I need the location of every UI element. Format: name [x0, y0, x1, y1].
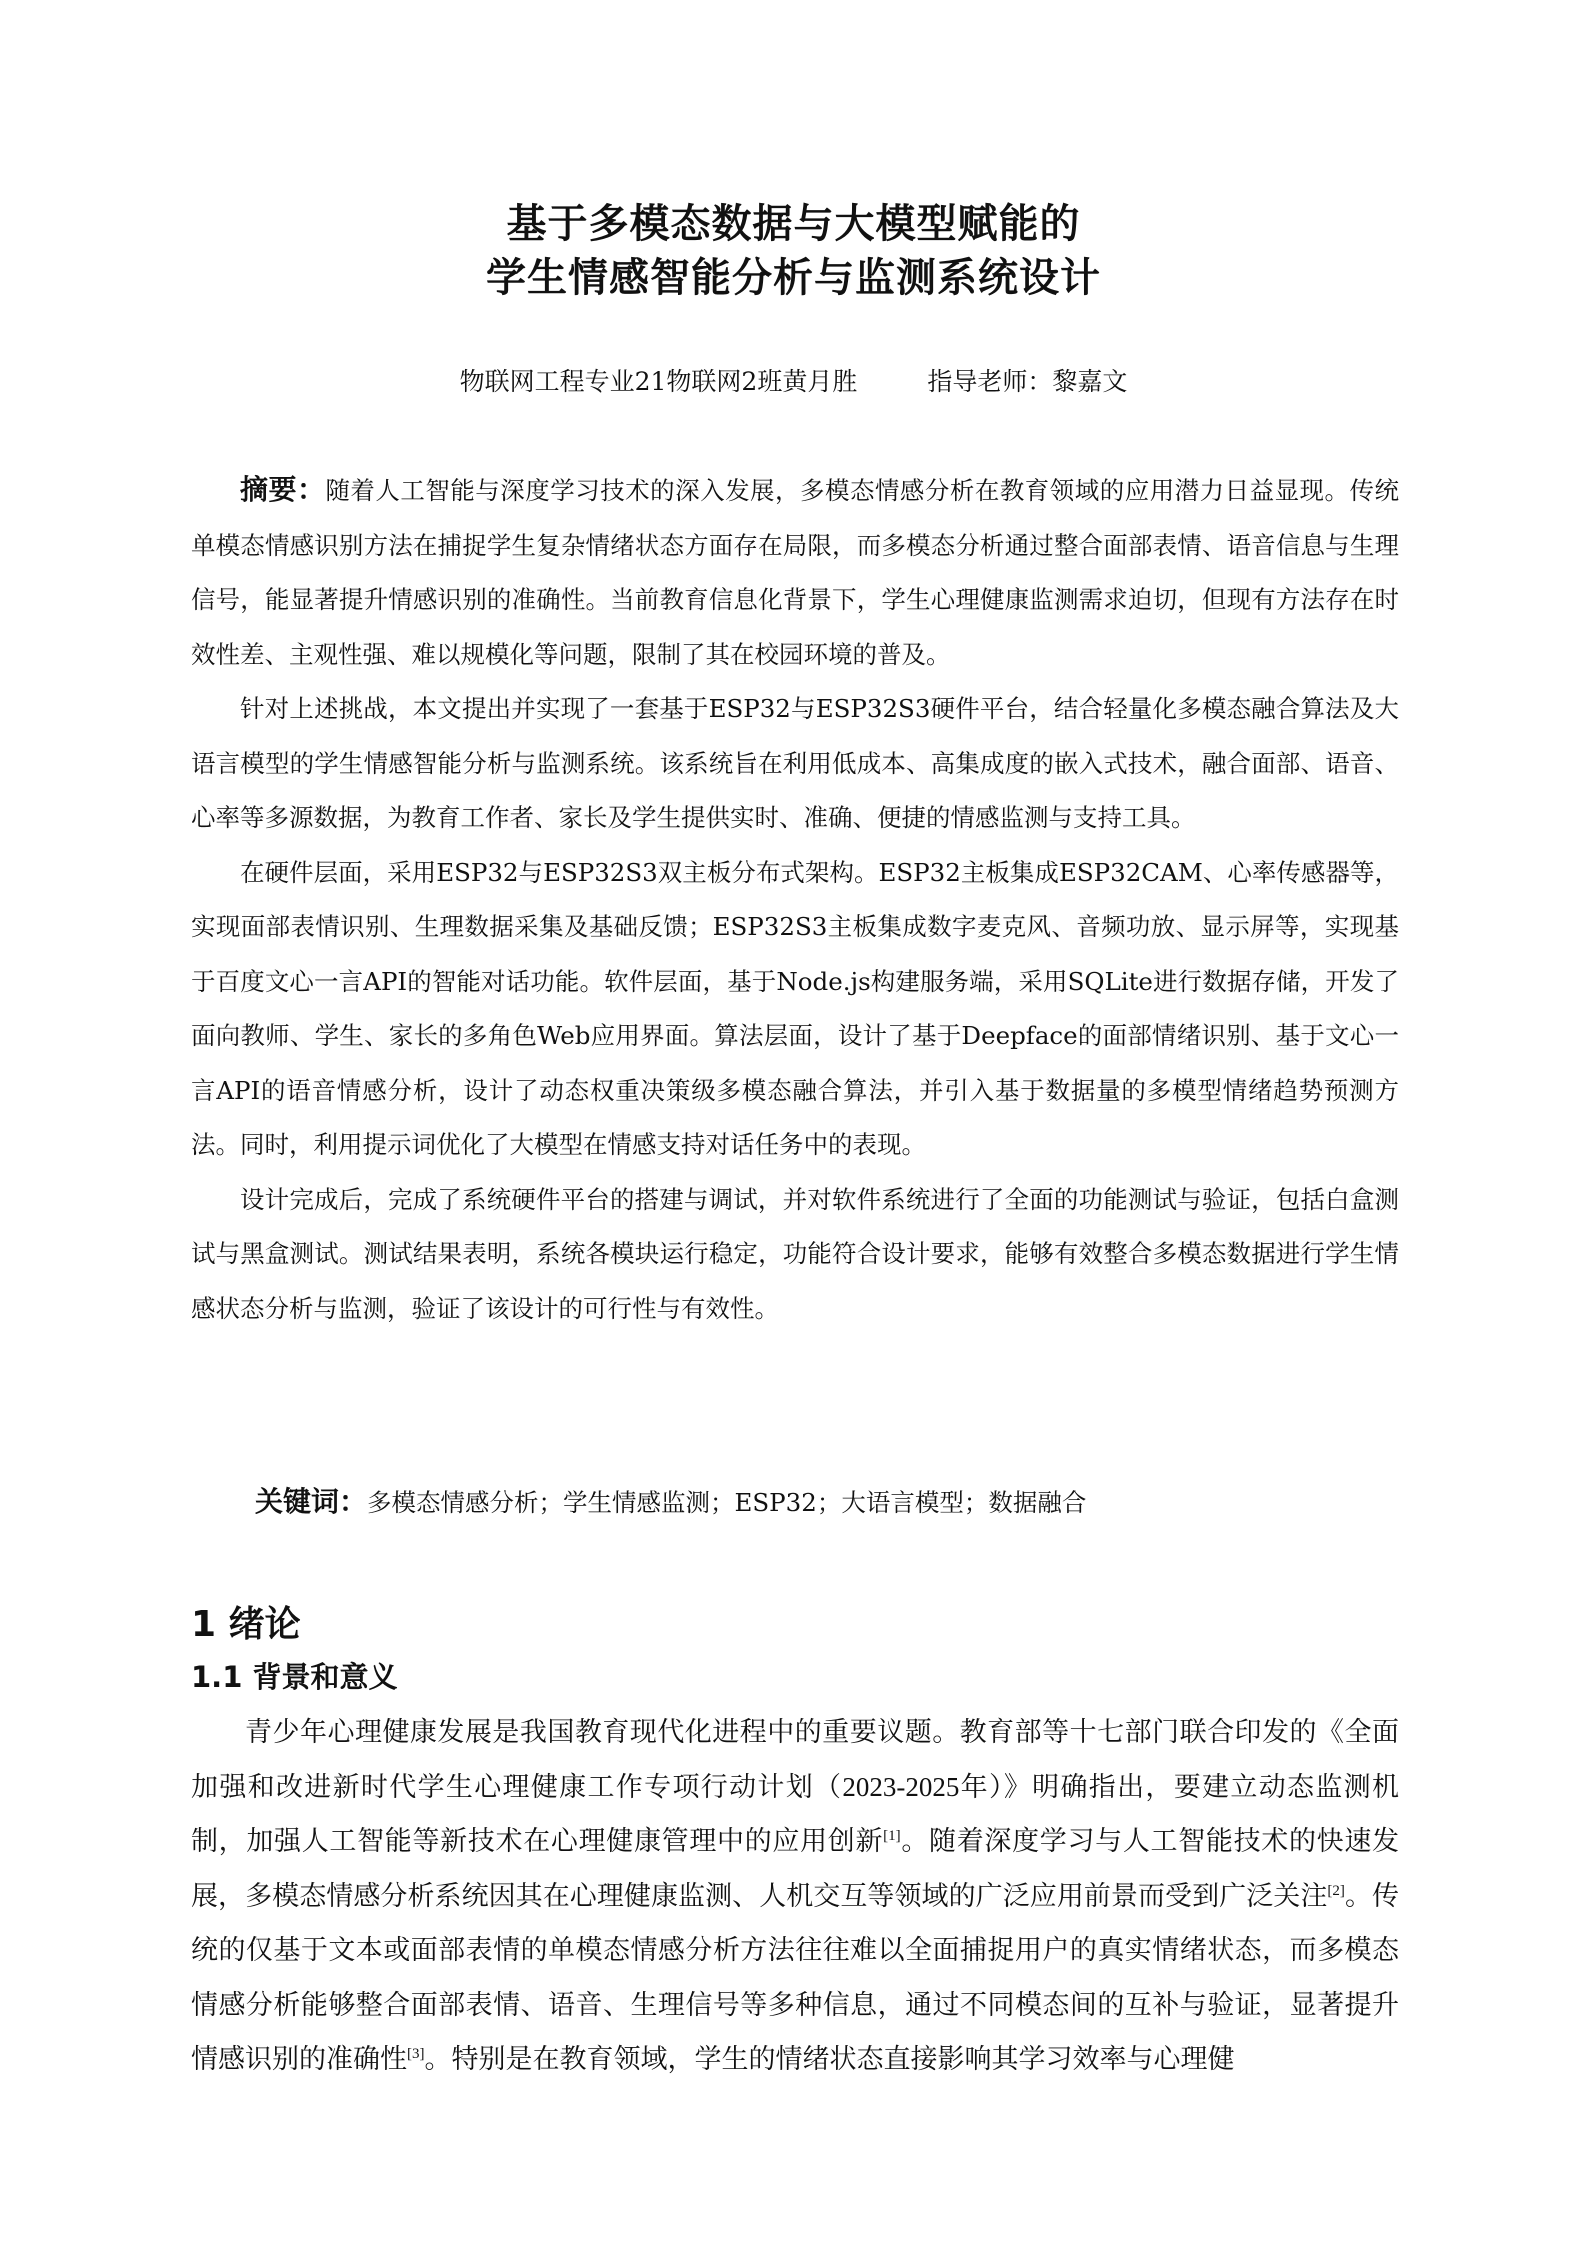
- body-paragraph: [191, 1705, 1399, 2087]
- paper-title-line-1: 基于多模态数据与大模型赋能的: [506, 201, 1081, 247]
- keywords-text: 多模态情感分析；学生情感监测；ESP32；大语言模型；数据融合: [367, 1488, 1087, 1517]
- citation-2[interactable]: [2]: [1327, 1882, 1345, 1899]
- abstract-paragraph-4: 设计完成后，完成了系统硬件平台的搭建与调试，并对软件系统进行了全面的功能测试与验证，包括白盒测试与黑盒测试。测试结果表明，系统各模块运行稳定，功能符合设计要求，能够有效整合多模态数据进行学生情感状态分析与监测，验证了该设计的可行性与有效性。: [191, 1184, 1399, 1323]
- citation-1[interactable]: [1]: [883, 1828, 901, 1844]
- section-body: [191, 1705, 1399, 2087]
- body-text-2: 。随着深度学习与人工智能技术的快速发展，多模态情感分析系统因其在心理健康监测、人机交互等领域的广泛应用前景而受到广泛关注: [191, 1826, 1400, 1911]
- keywords: [255, 1480, 1086, 1520]
- author-line: [0, 362, 1587, 398]
- abstract-text-1: 随着人工智能与深度学习技术的深入发展，多模态情感分析在教育领域的应用潜力日益显现。传统单模态情感识别方法在捕捉学生复杂情绪状态方面存在局限，而多模态分析通过整合面部表情、语音信息与生理信号，能显著提升情感识别的准确性。当前教育信息化背景下，学生心理健康监测需求迫切，但现有方法存在时效性差、主观性强、难以规模化等问题，限制了其在校园环境的普及。: [191, 476, 1399, 669]
- abstract-label: 摘要：: [240, 473, 326, 506]
- paper-title-line-2: 学生情感智能分析与监测系统设计: [486, 255, 1101, 301]
- abstract-paragraph-1: [191, 463, 1399, 682]
- body-text-3: 。传统的仅基于文本或面部表情的单模态情感分析方法往往难以全面捕捉用户的真实情绪状态，而多模态情感分析能够整合面部表情、语音、生理信号等多种信息，通过不同模态间的互补与验证，显著提升情感识别的准确性: [191, 1880, 1400, 2074]
- author-name: 物联网工程专业21物联网2班黄月胜: [459, 367, 858, 396]
- abstract-paragraph-2: 针对上述挑战，本文提出并实现了一套基于ESP32与ESP32S3硬件平台，结合轻量化多模态融合算法及大语言模型的学生情感智能分析与监测系统。该系统旨在利用低成本、高集成度的嵌入式技术，融合面部、语音、心率等多源数据，为教育工作者、家长及学生提供实时、准确、便捷的情感监测与支持工具。: [191, 694, 1399, 832]
- body-text-1: 青少年心理健康发展是我国教育现代化进程中的重要议题。教育部等十七部门联合印发的《全面加强和改进新时代学生心理健康工作专项行动计划（2023-2025年）》明确指出，要建立动态监测机制，加强人工智能等新技术在心理健康管理中的应用创新: [191, 1717, 1399, 1856]
- abstract: [191, 463, 1399, 1336]
- subsection-heading: 1.1 背景和意义: [191, 1660, 398, 1694]
- advisor-name: 指导老师：黎嘉文: [927, 367, 1128, 396]
- keywords-label: 关键词：: [255, 1485, 368, 1518]
- abstract-paragraph-3: 在硬件层面，采用ESP32与ESP32S3双主板分布式架构。ESP32主板集成ESP32CAM、心率传感器等，实现面部表情识别、生理数据采集及基础反馈；ESP32S3主板集成数字麦克风、音频功放、显示屏等，实现基于百度文心一言API的智能对话功能。软件层面，基于Node.js构建服务端，采用SQLite进行数据存储，开发了面向教师、学生、家长的多角色Web应用界面。算法层面，设计了基于Deepface的面部情绪识别、基于文心一言API的语音情感分析，设计了动态权重决策级多模态融合算法，并引入基于数据量的多模型情绪趋势预测方法。同时，利用提示词优化了大模型在情感支持对话任务中的表现。: [191, 857, 1399, 1159]
- body-text-4: 。特别是在教育领域，学生的情绪状态直接影响其学习效率与心理健: [424, 2044, 1235, 2074]
- section-heading: 1 绪论: [191, 1604, 301, 1645]
- citation-3[interactable]: [3]: [407, 2046, 425, 2062]
